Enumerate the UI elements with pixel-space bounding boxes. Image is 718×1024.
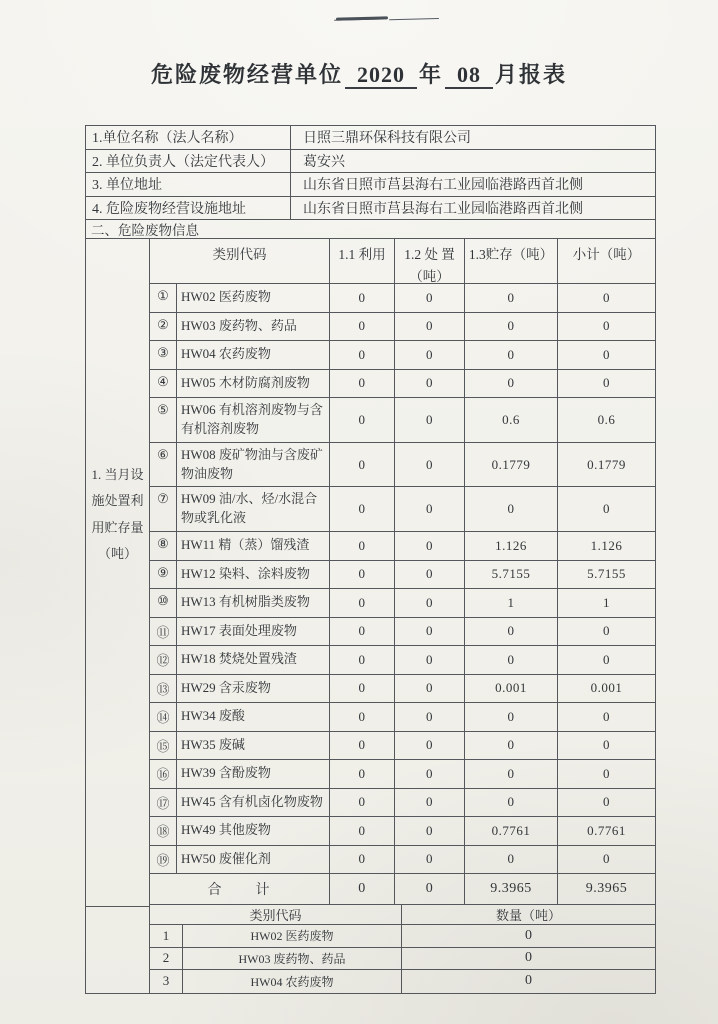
waste-row	[150, 532, 655, 561]
title-month-label: 月报表	[495, 62, 568, 87]
waste-category-code: HW11 精（蒸）馏残渣	[177, 532, 330, 560]
waste-category-code: HW17 表面处理废物	[177, 618, 330, 646]
waste-category-code: HW34 废酸	[177, 703, 330, 731]
waste-category-code: HW12 染料、涂料废物	[177, 561, 330, 589]
bottom-rows	[150, 925, 655, 993]
store-value: 0	[465, 760, 558, 788]
total-subtotal-value: 9.3965	[585, 881, 628, 897]
row-number: ⑰	[150, 789, 177, 817]
row-number: ⑫	[150, 646, 177, 674]
dispose-value: 0	[395, 284, 465, 312]
subtotal-value: 0.001	[590, 680, 623, 696]
row-number: ⑦	[150, 487, 177, 531]
bottom-waste-category-code: HW02 医药废物	[183, 925, 402, 947]
row-number: ⑱	[150, 817, 177, 845]
use-value: 0	[330, 532, 395, 560]
row-number: ⑤	[150, 398, 177, 442]
header-subtotal: 小计（吨）	[572, 247, 641, 262]
bottom-row	[150, 925, 655, 948]
waste-row	[150, 646, 655, 675]
waste-row	[150, 561, 655, 590]
waste-row	[150, 675, 655, 704]
waste-row	[150, 341, 655, 370]
info-value: 山东省日照市莒县海右工业园临港路西首北侧	[303, 201, 583, 217]
header-use: 1.1 利用	[330, 239, 395, 283]
waste-category-code: HW45 含有机卤化物废物	[177, 789, 330, 817]
bottom-header-quantity: 数量（吨）	[495, 908, 561, 924]
row-number: ②	[150, 313, 177, 341]
total-dispose-value: 0	[395, 874, 465, 904]
row-number: ⑮	[150, 732, 177, 760]
scan-artifact-mark	[336, 16, 388, 20]
row-number: ⑪	[150, 618, 177, 646]
store-value: 0	[465, 370, 558, 398]
store-value: 0	[465, 846, 558, 874]
side-empty-cell	[86, 907, 149, 993]
dispose-value: 0	[395, 646, 465, 674]
bottom-waste-category-code: HW03 废药物、药品	[183, 948, 402, 970]
row-number: ⑭	[150, 703, 177, 731]
bottom-row-number: 1	[150, 925, 183, 947]
waste-category-code: HW09 油/水、烃/水混合物或乳化液	[177, 487, 330, 531]
grid-header-row	[150, 239, 655, 284]
waste-category-code: HW06 有机溶剂废物与含有机溶剂废物	[177, 398, 330, 442]
subtotal-value: 0.7761	[587, 822, 626, 838]
row-number: ⑧	[150, 532, 177, 560]
info-label: 4. 危险废物经营设施地址	[86, 197, 291, 220]
side-label-monthly-storage: 1. 当月设施处置利用贮存量（吨）	[86, 239, 149, 907]
store-value: 1	[465, 589, 558, 617]
dispose-value: 0	[395, 589, 465, 617]
waste-row	[150, 284, 655, 313]
subtotal-value: 0.6	[597, 411, 616, 427]
dispose-value: 0	[395, 313, 465, 341]
store-value: 0	[465, 789, 558, 817]
dispose-value: 0	[395, 341, 465, 369]
use-value: 0	[330, 646, 395, 674]
bottom-header-row	[150, 905, 655, 925]
row-number: ⑩	[150, 589, 177, 617]
subtotal-value: 0	[603, 851, 610, 867]
waste-row	[150, 589, 655, 618]
store-value: 1.126	[465, 532, 558, 560]
store-value: 0	[465, 732, 558, 760]
waste-row	[150, 846, 655, 875]
waste-category-code: HW35 废碱	[177, 732, 330, 760]
subtotal-value: 1	[603, 594, 610, 610]
use-value: 0	[330, 760, 395, 788]
info-value: 葛安兴	[303, 154, 345, 170]
use-value: 0	[330, 284, 395, 312]
unit-info-row	[86, 173, 655, 197]
use-value: 0	[330, 398, 395, 442]
waste-category-code: HW13 有机树脂类废物	[177, 589, 330, 617]
use-value: 0	[330, 341, 395, 369]
store-value: 0.1779	[465, 443, 558, 487]
store-value: 0	[465, 618, 558, 646]
store-value: 5.7155	[465, 561, 558, 589]
bottom-waste-category-code: HW04 农药废物	[183, 970, 402, 993]
use-value: 0	[330, 817, 395, 845]
bottom-header-category: 类别代码	[150, 905, 402, 924]
title-year: 2020	[345, 62, 417, 89]
waste-category-code: HW05 木材防腐剂废物	[177, 370, 330, 398]
dispose-value: 0	[395, 618, 465, 646]
use-value: 0	[330, 732, 395, 760]
row-number: ⑨	[150, 561, 177, 589]
title-prefix: 危险废物经营单位	[150, 62, 343, 87]
subtotal-value: 0	[603, 737, 610, 753]
store-value: 0	[465, 341, 558, 369]
subtotal-value: 0	[603, 375, 610, 391]
waste-category-code: HW18 焚烧处置残渣	[177, 646, 330, 674]
use-value: 0	[330, 703, 395, 731]
use-value: 0	[330, 675, 395, 703]
bottom-row	[150, 948, 655, 971]
waste-category-code: HW39 含酚废物	[177, 760, 330, 788]
title-year-label: 年	[418, 62, 443, 87]
use-value: 0	[330, 443, 395, 487]
waste-row	[150, 398, 655, 443]
report-form-table	[85, 125, 656, 994]
hazardous-waste-grid	[86, 239, 655, 993]
total-use-value: 0	[330, 874, 395, 904]
use-value: 0	[330, 313, 395, 341]
info-label: 1.单位名称（法人名称）	[86, 126, 291, 149]
info-label: 3. 单位地址	[86, 173, 291, 196]
dispose-value: 0	[395, 675, 465, 703]
total-label: 合 计	[150, 874, 330, 904]
subtotal-value: 0	[603, 318, 610, 334]
total-store-value: 9.3965	[465, 874, 558, 904]
use-value: 0	[330, 846, 395, 874]
waste-rows	[150, 284, 655, 874]
row-number: ①	[150, 284, 177, 312]
subtotal-value: 0	[603, 651, 610, 667]
unit-info-row	[86, 150, 655, 174]
waste-category-code: HW04 农药废物	[177, 341, 330, 369]
subtotal-value: 0.1779	[587, 456, 626, 472]
dispose-value: 0	[395, 487, 465, 531]
waste-row	[150, 760, 655, 789]
store-value: 0.7761	[465, 817, 558, 845]
section2-heading: 二、危险废物信息	[86, 220, 655, 239]
waste-category-code: HW03 废药物、药品	[177, 313, 330, 341]
bottom-row-number: 2	[150, 948, 183, 970]
store-value: 0	[465, 703, 558, 731]
dispose-value: 0	[395, 443, 465, 487]
use-value: 0	[330, 370, 395, 398]
dispose-value: 0	[395, 760, 465, 788]
side-column	[86, 239, 150, 993]
use-value: 0	[330, 487, 395, 531]
waste-category-code: HW49 其他废物	[177, 817, 330, 845]
subtotal-value: 0	[603, 289, 610, 305]
waste-category-code: HW08 废矿物油与含废矿物油废物	[177, 443, 330, 487]
bottom-quantity-value: 0	[525, 927, 532, 943]
store-value: 0.001	[465, 675, 558, 703]
waste-category-code: HW02 医药废物	[177, 284, 330, 312]
dispose-value: 0	[395, 846, 465, 874]
subtotal-value: 5.7155	[587, 566, 626, 582]
bottom-row-number: 3	[150, 970, 183, 993]
title-month: 08	[445, 62, 493, 89]
dispose-value: 0	[395, 561, 465, 589]
info-value: 日照三鼎环保科技有限公司	[303, 131, 471, 147]
dispose-value: 0	[395, 817, 465, 845]
info-value: 山东省日照市莒县海右工业园临港路西首北侧	[303, 178, 583, 194]
store-value: 0	[465, 313, 558, 341]
dispose-value: 0	[395, 370, 465, 398]
subtotal-value: 0	[603, 708, 610, 724]
bottom-row	[150, 970, 655, 993]
waste-row	[150, 313, 655, 342]
use-value: 0	[330, 789, 395, 817]
grid-right	[150, 239, 655, 993]
row-number: ⑯	[150, 760, 177, 788]
store-value: 0	[465, 487, 558, 531]
subtotal-value: 0	[603, 623, 610, 639]
bottom-quantity-value: 0	[525, 950, 532, 966]
waste-category-code: HW29 含汞废物	[177, 675, 330, 703]
subtotal-value: 0	[603, 765, 610, 781]
waste-row	[150, 732, 655, 761]
waste-category-code: HW50 废催化剂	[177, 846, 330, 874]
row-number: ⑬	[150, 675, 177, 703]
use-value: 0	[330, 561, 395, 589]
use-value: 0	[330, 589, 395, 617]
bottom-quantity-value: 0	[525, 973, 532, 989]
use-value: 0	[330, 618, 395, 646]
store-value: 0.6	[465, 398, 558, 442]
waste-row	[150, 370, 655, 399]
waste-row	[150, 618, 655, 647]
unit-info-row	[86, 126, 655, 150]
row-number: ④	[150, 370, 177, 398]
waste-row	[150, 703, 655, 732]
info-label: 2. 单位负责人（法定代表人）	[86, 150, 291, 173]
waste-row	[150, 443, 655, 488]
row-number: ③	[150, 341, 177, 369]
row-number: ⑥	[150, 443, 177, 487]
dispose-value: 0	[395, 703, 465, 731]
dispose-value: 0	[395, 789, 465, 817]
header-store: 1.3贮存（吨）	[465, 239, 558, 283]
subtotal-value: 1.126	[590, 537, 623, 553]
dispose-value: 0	[395, 398, 465, 442]
dispose-value: 0	[395, 532, 465, 560]
store-value: 0	[465, 646, 558, 674]
header-dispose: 1.2 处 置（吨）	[395, 239, 465, 283]
total-row	[150, 874, 655, 905]
waste-row	[150, 789, 655, 818]
header-category-code: 类别代码	[150, 239, 330, 283]
store-value: 0	[465, 284, 558, 312]
waste-row	[150, 487, 655, 532]
unit-info-rows	[86, 126, 655, 220]
subtotal-value: 0	[603, 794, 610, 810]
row-number: ⑲	[150, 846, 177, 874]
waste-row	[150, 817, 655, 846]
unit-info-row	[86, 197, 655, 221]
subtotal-value: 0	[603, 346, 610, 362]
dispose-value: 0	[395, 732, 465, 760]
page-title	[0, 58, 718, 89]
subtotal-value: 0	[603, 501, 610, 517]
